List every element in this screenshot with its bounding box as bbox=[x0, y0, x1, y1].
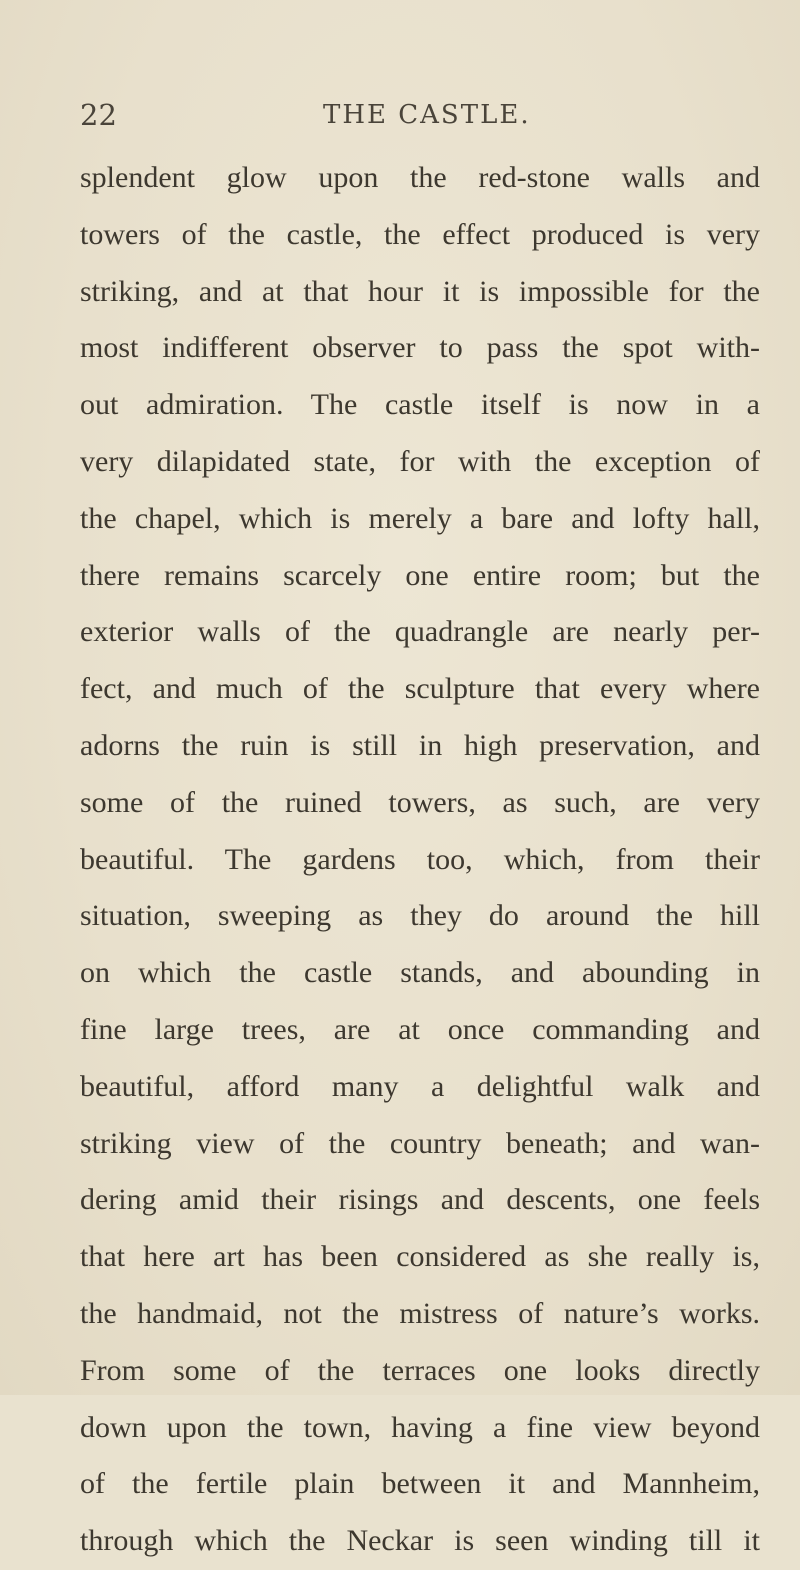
text-line: out admiration. The castle itself is now in a bbox=[80, 388, 760, 422]
text-line: beautiful, afford many a delightful walk and bbox=[80, 1069, 760, 1103]
page-number: 22 bbox=[80, 98, 117, 132]
text-line: adorns the ruin is still in high preservation, and bbox=[80, 728, 760, 762]
text-line: some of the ruined towers, as such, are very bbox=[80, 785, 760, 819]
text-line: down upon the town, having a fine view beyond bbox=[80, 1410, 760, 1444]
text-line: exterior walls of the quadrangle are nearly per- bbox=[80, 615, 760, 649]
body-text bbox=[80, 150, 760, 1570]
text-line: the chapel, which is merely a bare and lofty hall, bbox=[80, 501, 760, 535]
text-line: the handmaid, not the mistress of nature’s works. bbox=[80, 1296, 760, 1330]
text-line: striking view of the country beneath; and wan- bbox=[80, 1126, 760, 1160]
text-line: dering amid their risings and descents, one feels bbox=[80, 1183, 760, 1217]
text-line: of the fertile plain between it and Mannheim, bbox=[80, 1467, 760, 1501]
text-line: towers of the castle, the effect produced is very bbox=[80, 217, 760, 251]
text-line: situation, sweeping as they do around the hill bbox=[80, 899, 760, 933]
text-line: through which the Neckar is seen winding till it bbox=[80, 1524, 760, 1558]
text-line: that here art has been considered as she really is, bbox=[80, 1240, 760, 1274]
text-line: From some of the terraces one looks directly bbox=[80, 1353, 760, 1387]
chapter-title: THE CASTLE. bbox=[323, 100, 531, 130]
text-line: on which the castle stands, and abounding in bbox=[80, 956, 760, 990]
text-line: beautiful. The gardens too, which, from their bbox=[80, 842, 760, 876]
text-line: striking, and at that hour it is impossible for the bbox=[80, 274, 760, 308]
text-line: very dilapidated state, for with the exception of bbox=[80, 444, 760, 478]
text-line: fect, and much of the sculpture that every where bbox=[80, 672, 760, 706]
text-line: most indifferent observer to pass the spot with- bbox=[80, 331, 760, 365]
running-head bbox=[80, 98, 760, 138]
text-line: there remains scarcely one entire room; but the bbox=[80, 558, 760, 592]
text-line: splendent glow upon the red-stone walls and bbox=[80, 161, 760, 194]
text-line: fine large trees, are at once commanding and bbox=[80, 1012, 760, 1046]
